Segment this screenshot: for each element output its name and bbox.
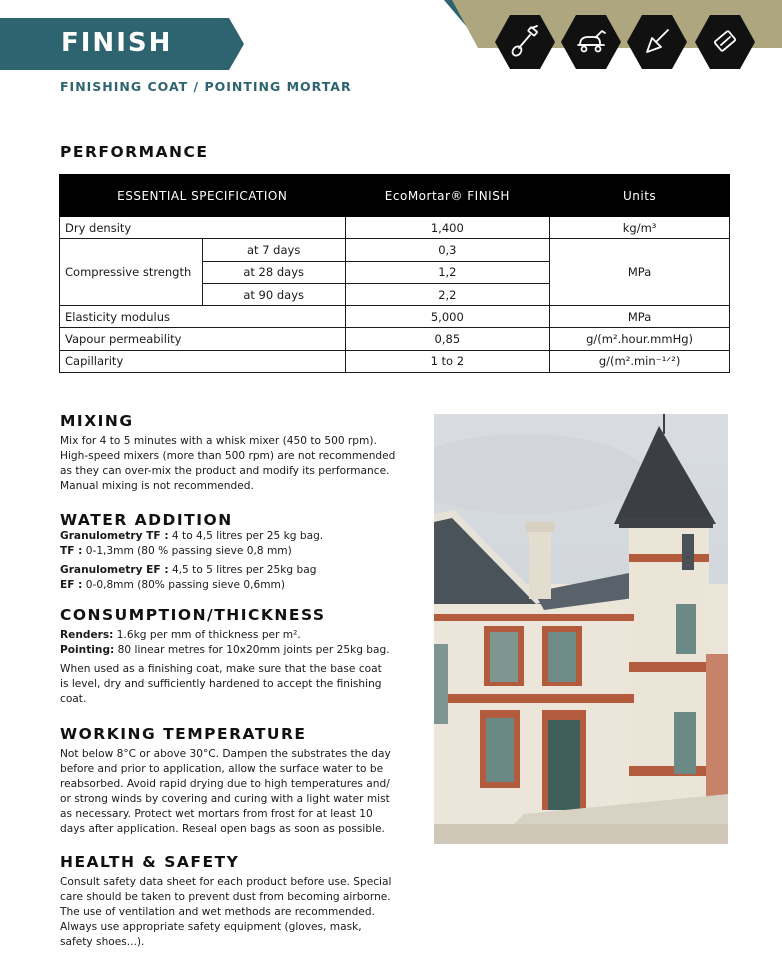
temperature-heading: WORKING TEMPERATURE [60, 725, 307, 743]
text-line: care should be taken to prevent dust from becoming airborne. [60, 891, 391, 903]
renders-label: Renders: [60, 629, 114, 641]
row-unit: MPa [550, 239, 730, 306]
text-line: before and prior to application, allow the surface water to be [60, 763, 384, 775]
consumption-text [60, 628, 406, 707]
water-addition-text [60, 529, 406, 593]
page-title: FINISH [61, 28, 173, 58]
table-row [60, 239, 730, 261]
ef-code: EF : [60, 579, 83, 591]
table-row [60, 217, 730, 239]
text-line: as they can over-mix the product and modify its performance. [60, 465, 390, 477]
row-label: Elasticity modulus [60, 306, 346, 328]
table-row [60, 306, 730, 328]
table-row [60, 350, 730, 372]
ef-range: 0-0,8mm (80% passing sieve 0,6mm) [82, 579, 285, 591]
row-label: Dry density [60, 217, 346, 239]
row-label: Vapour permeability [60, 328, 346, 350]
row-value: 1,400 [345, 217, 550, 239]
temperature-text [60, 747, 406, 837]
row-label: Capillarity [60, 350, 346, 372]
text-line: is level, dry and sufficiently hardened to accept the finishing [60, 678, 382, 690]
tf-value: 4 to 4,5 litres per 25 kg bag. [168, 530, 324, 542]
pointing-label: Pointing: [60, 644, 115, 656]
row-value: 5,000 [345, 306, 550, 328]
row-value: 2,2 [345, 283, 550, 305]
pointing-value: 80 linear metres for 10x20mm joints per 25kg bag. [114, 644, 390, 656]
text-line: safety shoes...). [60, 936, 145, 948]
row-value: 1,2 [345, 261, 550, 283]
column-header-units: Units [550, 175, 730, 217]
water-addition-heading: WATER ADDITION [60, 511, 233, 529]
text-line: coat. [60, 693, 87, 705]
performance-heading: PERFORMANCE [60, 143, 209, 161]
row-unit: g/(m².min⁻¹ᐟ²) [550, 350, 730, 372]
row-age: at 28 days [202, 261, 345, 283]
text-line: days after application. Reseal open bags as soon as possible. [60, 823, 385, 835]
text-line: Mix for 4 to 5 minutes with a whisk mixer (450 to 500 rpm). [60, 435, 377, 447]
row-unit: MPa [550, 306, 730, 328]
row-label: Compressive strength [60, 239, 203, 306]
renders-value: 1.6kg per mm of thickness per m². [113, 629, 301, 641]
text-line: Consult safety data sheet for each product before use. Special [60, 876, 392, 888]
row-value: 0,3 [345, 239, 550, 261]
text-line: Manual mixing is not recommended. [60, 480, 254, 492]
row-value: 1 to 2 [345, 350, 550, 372]
ef-value: 4,5 to 5 litres per 25kg bag [168, 564, 317, 576]
column-header-specification: ESSENTIAL SPECIFICATION [60, 175, 346, 217]
tf-label: Granulometry TF : [60, 530, 169, 542]
consumption-heading: CONSUMPTION/THICKNESS [60, 606, 326, 624]
table-row [60, 328, 730, 350]
row-unit: g/(m².hour.mmHg) [550, 328, 730, 350]
mixing-heading: MIXING [60, 412, 134, 430]
table-header-row [60, 175, 730, 217]
tf-code: TF : [60, 545, 83, 557]
row-unit: kg/m³ [550, 217, 730, 239]
health-safety-text [60, 875, 406, 950]
text-line: High-speed mixers (more than 500 rpm) are not recommended [60, 450, 396, 462]
text-line: Not below 8°C or above 30°C. Dampen the substrates the day [60, 748, 391, 760]
text-line: When used as a finishing coat, make sure that the base coat [60, 663, 382, 675]
text-line: Always use appropriate safety equipment (gloves, mask, [60, 921, 362, 933]
building-photo [434, 414, 728, 844]
tf-range: 0-1,3mm (80 % passing sieve 0,8 mm) [82, 545, 292, 557]
text-line: as necessary. Protect wet mortars from frost for at least 10 [60, 808, 373, 820]
row-age: at 90 days [202, 283, 345, 305]
ef-label: Granulometry EF : [60, 564, 169, 576]
mixing-text [60, 434, 406, 494]
health-safety-heading: HEALTH & SAFETY [60, 853, 240, 871]
text-line: or strong winds by covering and curing with a light water mist [60, 793, 390, 805]
text-line: reabsorbed. Avoid rapid drying due to high temperatures and/ [60, 778, 390, 790]
row-age: at 7 days [202, 239, 345, 261]
column-header-product: EcoMortar® FINISH [345, 175, 550, 217]
page-subtitle: FINISHING COAT / POINTING MORTAR [60, 79, 352, 94]
performance-table [59, 174, 730, 373]
text-line: The use of ventilation and wet methods are recommended. [60, 906, 375, 918]
row-value: 0,85 [345, 328, 550, 350]
